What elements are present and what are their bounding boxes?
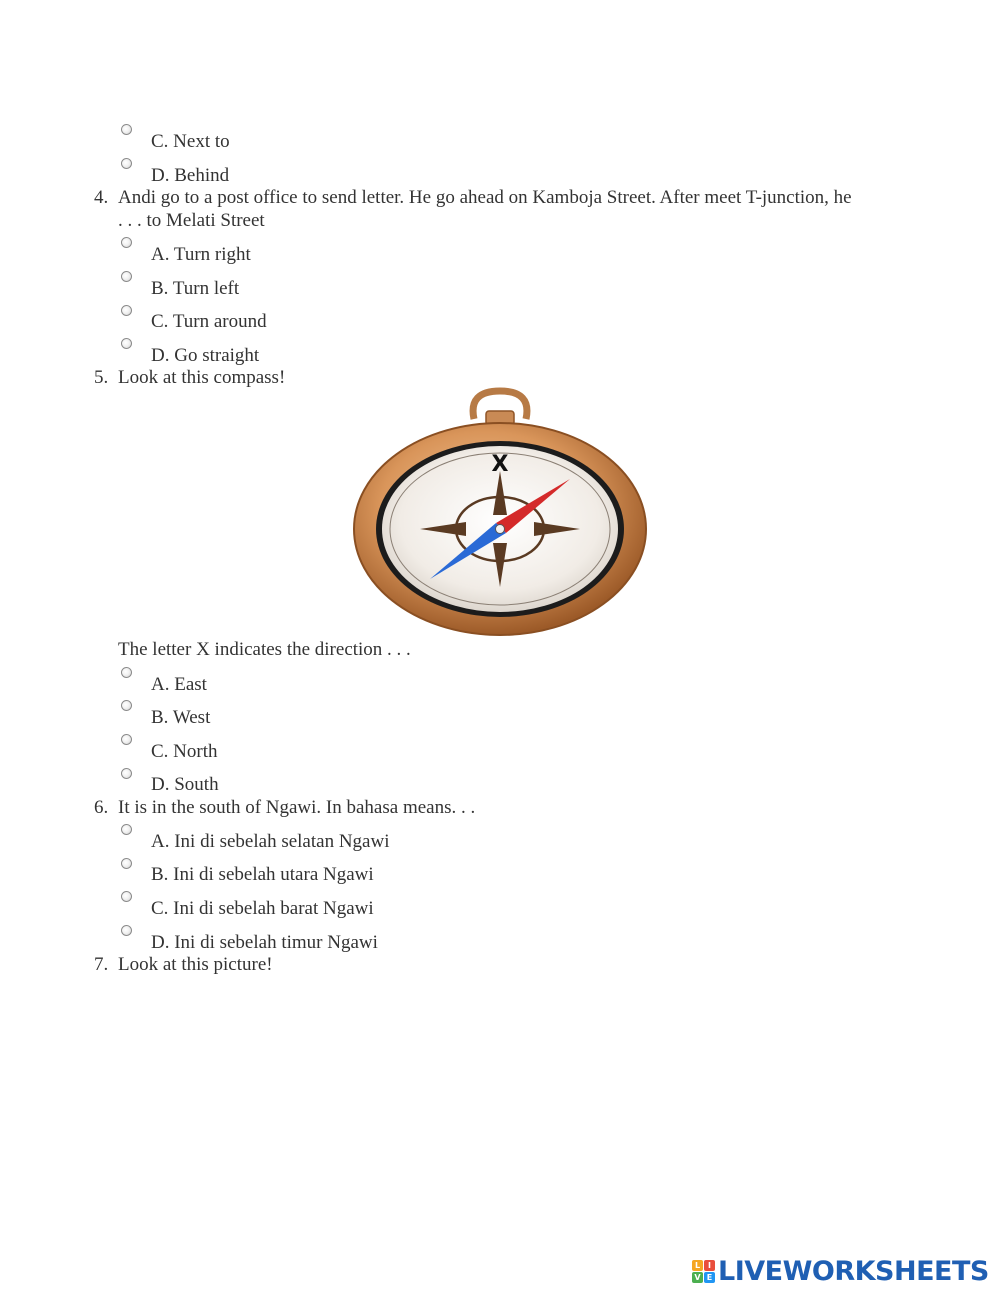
q6-option-d-radio[interactable]: [121, 925, 132, 936]
q5-option-b-label: B. West: [151, 707, 211, 728]
q5-option-c-radio[interactable]: [121, 734, 132, 745]
q6-option-a-radio[interactable]: [121, 824, 132, 835]
q4-option-a-radio[interactable]: [121, 237, 132, 248]
q6-question: It is in the south of Ngawi. In bahasa means. . .: [118, 797, 476, 818]
q4-option-d-radio[interactable]: [121, 338, 132, 349]
q5-option-d-label: D. South: [151, 774, 219, 795]
q4-option-b-label: B. Turn left: [151, 278, 240, 299]
liveworksheets-logo[interactable]: [692, 1254, 989, 1288]
q3-option-d-radio[interactable]: [121, 158, 132, 169]
q4-option-d-label: D. Go straight: [151, 345, 260, 366]
q4-question-line2: . . . to Melati Street: [118, 210, 265, 231]
q6-option-c-label: C. Ini di sebelah barat Ngawi: [151, 898, 374, 919]
logo-mark-icon: L I V E: [692, 1260, 715, 1283]
q5-question: Look at this compass!: [118, 367, 286, 388]
q6-option-b-radio[interactable]: [121, 858, 132, 869]
q3-option-d-label: D. Behind: [151, 165, 230, 186]
q5-option-a-label: A. East: [151, 674, 207, 695]
q6-option-c-radio[interactable]: [121, 891, 132, 902]
q4-option-c-label: C. Turn around: [151, 311, 267, 332]
q5-option-b-radio[interactable]: [121, 700, 132, 711]
q4-option-a-label: A. Turn right: [151, 244, 251, 265]
compass-x-mark: X: [491, 452, 509, 477]
q6-number: 6.: [94, 797, 109, 818]
q5-option-a-radio[interactable]: [121, 667, 132, 678]
compass-image: [350, 387, 650, 639]
q7-question: Look at this picture!: [118, 954, 273, 975]
q5-number: 5.: [94, 367, 109, 388]
q6-option-a-label: A. Ini di sebelah selatan Ngawi: [151, 831, 390, 852]
q3-option-c-radio[interactable]: [121, 124, 132, 135]
q6-option-b-label: B. Ini di sebelah utara Ngawi: [151, 864, 374, 885]
q4-number: 4.: [94, 187, 109, 208]
logo-text: LIVEWORKSHEETS: [718, 1255, 989, 1287]
q5-option-d-radio[interactable]: [121, 768, 132, 779]
q3-option-c-label: C. Next to: [151, 131, 230, 152]
q4-option-b-radio[interactable]: [121, 271, 132, 282]
q6-option-d-label: D. Ini di sebelah timur Ngawi: [151, 932, 378, 953]
q4-option-c-radio[interactable]: [121, 305, 132, 316]
q4-question-line1: Andi go to a post office to send letter. He go ahead on Kamboja Street. After meet T-junction, he: [118, 187, 852, 208]
q7-number: 7.: [94, 954, 109, 975]
q5-option-c-label: C. North: [151, 741, 218, 762]
q5-prompt: The letter X indicates the direction . . .: [118, 639, 411, 660]
